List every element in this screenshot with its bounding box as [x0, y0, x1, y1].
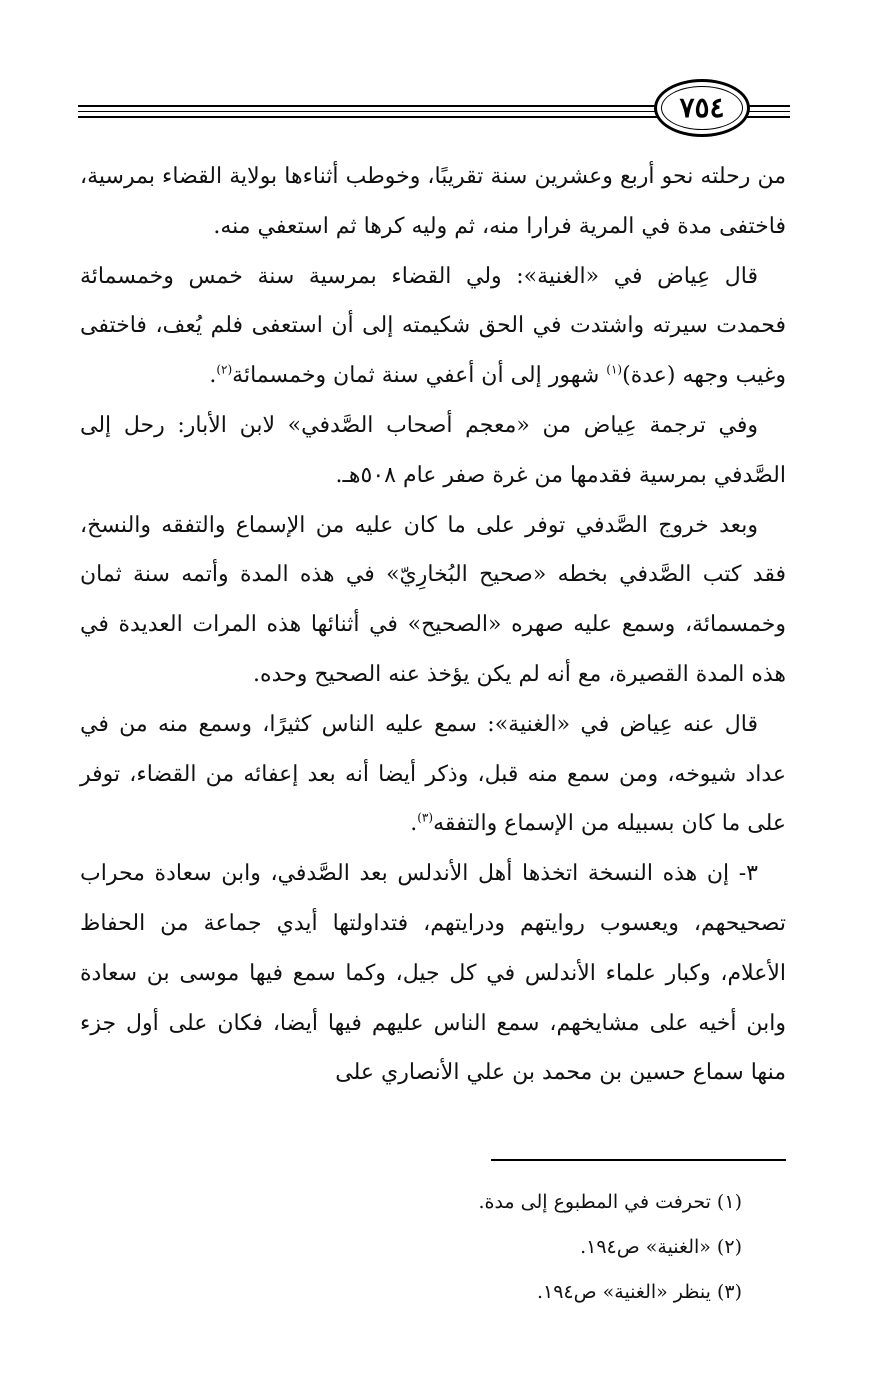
paragraph-text: ٣- إن هذه النسخة اتخذها أهل الأندلس بعد الصَّدفي، وابن سعادة محراب تصحيحهم، ويعسوب روايتهم ودرايتهم، فتداولتها أيدي جماعة من الحفاظ الأعلام، وكبار علماء الأندلس في كل جيل، وكما سمع فيها موسى بن سعادة وابن أخيه على مشايخهم، سمع الناس عليهم فيها أيضا، فكان على أول جزء منها سماع حسين بن محمد بن علي الأنصاري على: [80, 861, 786, 1086]
footnote-ref[interactable]: (٣): [417, 811, 434, 826]
footnotes: [80, 1180, 786, 1314]
main-text: [80, 152, 786, 1098]
page-number: ٧٥٤: [679, 91, 725, 124]
paragraph-text: من رحلته نحو أربع وعشرين سنة تقريبًا، وخوطب أثناءها بولاية القضاء بمرسية، فاختفى مدة في المرية فرارا منه، ثم وليه كرها ثم استعفي منه.: [80, 164, 786, 239]
paragraph: [80, 849, 786, 1098]
paragraph-text: وفي ترجمة عِياض من «معجم أصحاب الصَّدفي» لابن الأبار: رحل إلى الصَّدفي بمرسية فقدمها من غرة صفر عام ٥٠٨هـ.: [80, 412, 786, 488]
paragraph: [80, 401, 786, 501]
paragraph-text: وبعد خروج الصَّدفي توفر على ما كان عليه من الإسماع والتفقه والنسخ، فقد كتب الصَّدفي بخطه «صحيح البُخارِيّ» في هذه المدة وأتمه سنة ثمان وخمسمائة، وسمع عليه صهره «الصحيح» في أثنائها هذه المرات العديدة في هذه المدة القصيرة، مع أنه لم يكن يؤخذ عنه الصحيح وحده.: [80, 512, 786, 687]
paragraph: [80, 700, 786, 849]
paragraph: [80, 152, 786, 252]
paragraph-text: قال عِياض في «الغنية»: ولي القضاء بمرسية سنة خمس وخمسمائة فحمدت سيرته واشتدت في الحق شكيمته إلى أن استعفى فلم يُعف، فاختفى وغيب وجهه (عدة): [80, 263, 786, 389]
page-header: [78, 78, 790, 142]
paragraph: [80, 501, 786, 700]
footnote: (٣) ينظر «الغنية» ص١٩٤.: [536, 1280, 742, 1303]
footnote: (١) تحرفت في المطبوع إلى مدة.: [478, 1191, 742, 1213]
footnote-separator: [491, 1159, 786, 1161]
paragraph-text: .: [209, 363, 217, 389]
footnote-ref[interactable]: (٢): [216, 362, 233, 377]
paragraph-text: شهور إلى أن أعفي سنة ثمان وخمسمائة: [232, 363, 607, 389]
page-number-ornament: [654, 79, 750, 137]
paragraph-text: .: [410, 811, 418, 837]
paragraph: [80, 252, 786, 401]
footnote-ref[interactable]: (١): [606, 362, 623, 377]
footnote: (٢) «الغنية» ص١٩٤.: [580, 1235, 742, 1258]
paragraph-text: قال عنه عِياض في «الغنية»: سمع عليه الناس كثيرًا، وسمع منه من في عداد شيوخه، ومن سمع منه قبل، وذكر أيضا أنه بعد إعفائه من القضاء، توفر على ما كان بسبيله من الإسماع والتفقه: [80, 711, 786, 837]
